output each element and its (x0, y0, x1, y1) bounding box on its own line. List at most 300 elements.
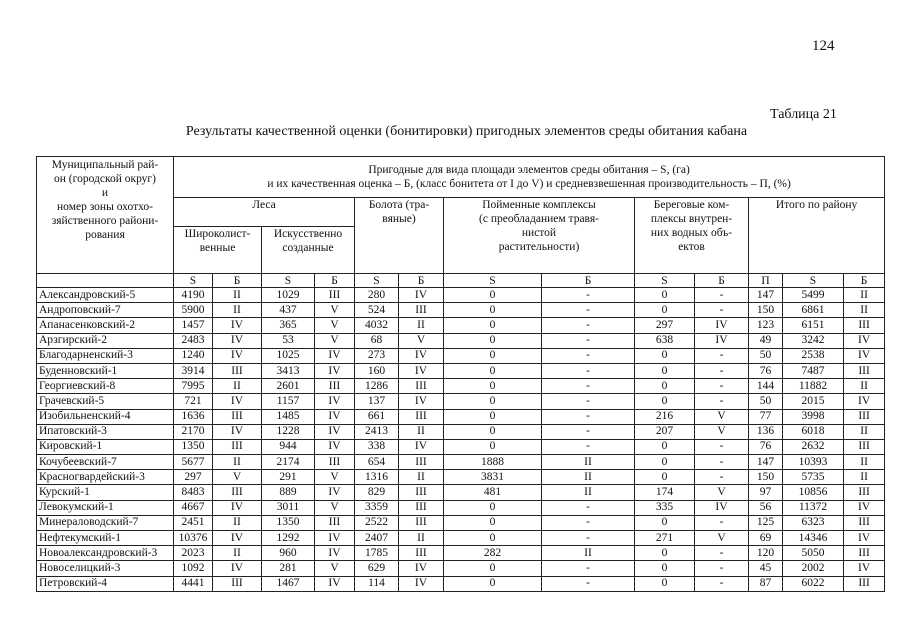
table-cell: 0 (444, 333, 542, 348)
table-cell: - (695, 561, 749, 576)
table-cell: 273 (355, 348, 399, 363)
table-cell: 2451 (174, 515, 213, 530)
table-cell: 5900 (174, 303, 213, 318)
table-row (37, 424, 885, 439)
header-district: Муниципальный рай- он (городской округ) и номер зоны охотхо- зяйственного райони- рования (37, 157, 174, 274)
table-cell: 76 (749, 439, 783, 454)
table-cell: 2407 (355, 531, 399, 546)
table-cell: IV (844, 500, 885, 515)
subheader-cell: S (262, 274, 315, 288)
table-cell: 10376 (174, 531, 213, 546)
table-cell: 144 (749, 379, 783, 394)
table-cell: 68 (355, 333, 399, 348)
table-cell: V (695, 485, 749, 500)
header-artificial: Искусственно созданные (262, 227, 355, 274)
subheader-cell: S (174, 274, 213, 288)
table-cell: 1467 (262, 576, 315, 591)
table-cell: 0 (635, 439, 695, 454)
table-cell: II (542, 470, 635, 485)
header-floodplain: Пойменные комплексы (с преобладанием травя- нистой растительности) (444, 198, 635, 274)
table-row (37, 576, 885, 591)
table-cell: 0 (444, 288, 542, 303)
table-cell: III (399, 409, 444, 424)
table-cell: 11882 (783, 379, 844, 394)
table-cell: III (844, 439, 885, 454)
table-cell: 49 (749, 333, 783, 348)
table-cell: IV (399, 561, 444, 576)
table-cell: II (844, 424, 885, 439)
table-cell: - (542, 439, 635, 454)
table-cell: 1485 (262, 409, 315, 424)
table-cell: III (844, 318, 885, 333)
table-cell: 160 (355, 363, 399, 378)
table-cell: 0 (444, 424, 542, 439)
table-cell: 4441 (174, 576, 213, 591)
table-cell: 76 (749, 363, 783, 378)
table-cell: 2601 (262, 379, 315, 394)
table-cell: 6861 (783, 303, 844, 318)
table-cell: - (542, 515, 635, 530)
table-cell: III (844, 409, 885, 424)
table-cell: - (542, 348, 635, 363)
table-cell: - (695, 394, 749, 409)
table-row (37, 531, 885, 546)
table-cell: IV (315, 531, 355, 546)
table-row (37, 303, 885, 318)
table-cell: 3242 (783, 333, 844, 348)
subheader-cell: S (355, 274, 399, 288)
table-cell: III (315, 379, 355, 394)
table-cell: 69 (749, 531, 783, 546)
table-cell: 661 (355, 409, 399, 424)
table-cell: - (542, 576, 635, 591)
table-cell: III (315, 455, 355, 470)
table-cell: III (844, 363, 885, 378)
district-name-cell: Красногвардейский-3 (37, 470, 174, 485)
table-row (37, 363, 885, 378)
table-cell: 1316 (355, 470, 399, 485)
district-name-cell: Георгиевский-8 (37, 379, 174, 394)
table-cell: - (542, 394, 635, 409)
table-cell: 2483 (174, 333, 213, 348)
table-cell: 297 (174, 470, 213, 485)
table-cell: II (844, 455, 885, 470)
table-cell: IV (213, 500, 262, 515)
table-cell: III (213, 439, 262, 454)
table-cell: 721 (174, 394, 213, 409)
bonitet-table (36, 156, 885, 592)
table-cell: II (399, 531, 444, 546)
table-cell: 216 (635, 409, 695, 424)
table-cell: 1350 (262, 515, 315, 530)
table-cell: 147 (749, 455, 783, 470)
table-row (37, 515, 885, 530)
table-cell: V (695, 531, 749, 546)
table-cell: - (695, 576, 749, 591)
table-cell: IV (315, 394, 355, 409)
table-cell: 136 (749, 424, 783, 439)
table-row (37, 546, 885, 561)
table-cell: - (695, 379, 749, 394)
table-cell: IV (844, 394, 885, 409)
subheader-cell: S (635, 274, 695, 288)
table-cell: 0 (635, 288, 695, 303)
table-cell: 4667 (174, 500, 213, 515)
table-cell: - (542, 531, 635, 546)
table-cell: IV (213, 424, 262, 439)
table-cell: 829 (355, 485, 399, 500)
table-cell: 0 (444, 348, 542, 363)
table-cell: IV (213, 531, 262, 546)
table-cell: V (399, 333, 444, 348)
table-cell: 2170 (174, 424, 213, 439)
table-cell: II (213, 288, 262, 303)
table-cell: III (399, 546, 444, 561)
table-cell: 0 (444, 439, 542, 454)
page-number: 124 (812, 38, 835, 54)
table-cell: IV (315, 348, 355, 363)
table-cell: 50 (749, 394, 783, 409)
table-cell: V (695, 424, 749, 439)
table-cell: 14346 (783, 531, 844, 546)
table-cell: III (213, 485, 262, 500)
table-cell: IV (315, 409, 355, 424)
table-cell: 5677 (174, 455, 213, 470)
table-cell: 0 (444, 409, 542, 424)
subheader-cell: S (783, 274, 844, 288)
header-forests: Леса (174, 198, 355, 227)
table-cell: 3998 (783, 409, 844, 424)
table-cell: 6151 (783, 318, 844, 333)
table-cell: 1785 (355, 546, 399, 561)
table-cell: 53 (262, 333, 315, 348)
table-cell: 0 (444, 500, 542, 515)
table-cell: II (213, 379, 262, 394)
table-cell: V (315, 470, 355, 485)
table-row (37, 333, 885, 348)
table-cell: 114 (355, 576, 399, 591)
table-cell: 365 (262, 318, 315, 333)
table-cell: - (695, 439, 749, 454)
district-name-cell: Петровский-4 (37, 576, 174, 591)
table-row (37, 288, 885, 303)
table-cell: 120 (749, 546, 783, 561)
table-cell: II (542, 546, 635, 561)
table-cell: 2538 (783, 348, 844, 363)
table-cell: - (695, 303, 749, 318)
table-cell: IV (844, 531, 885, 546)
table-cell: 207 (635, 424, 695, 439)
table-cell: 3359 (355, 500, 399, 515)
table-cell: IV (315, 485, 355, 500)
table-cell: 2632 (783, 439, 844, 454)
table-cell: 1457 (174, 318, 213, 333)
table-cell: II (213, 515, 262, 530)
table-cell: II (844, 303, 885, 318)
table-cell: III (844, 576, 885, 591)
table-cell: - (542, 379, 635, 394)
subheader-row (37, 274, 885, 288)
table-cell: 1636 (174, 409, 213, 424)
table-cell: 3011 (262, 500, 315, 515)
header-suitable-areas: Пригодные для вида площади элементов среды обитания – S, (га) и их качественная оценка – Б, (класс бонитета от I до V) и средневзвешенная производительность – П, (%) (174, 157, 885, 198)
table-cell: 1350 (174, 439, 213, 454)
table-cell: 944 (262, 439, 315, 454)
table-cell: 0 (635, 363, 695, 378)
table-cell: IV (695, 333, 749, 348)
table-cell: III (844, 515, 885, 530)
table-cell: 297 (635, 318, 695, 333)
table-cell: IV (695, 318, 749, 333)
table-cell: III (399, 515, 444, 530)
header-total: Итого по району (749, 198, 885, 274)
header-swamps: Болота (тра- вяные) (355, 198, 444, 274)
table-cell: 6323 (783, 515, 844, 530)
subheader-cell: S (444, 274, 542, 288)
district-name-cell: Апанасенковский-2 (37, 318, 174, 333)
table-cell: III (399, 303, 444, 318)
table-cell: 87 (749, 576, 783, 591)
table-cell: - (695, 470, 749, 485)
table-row (37, 318, 885, 333)
table-cell: IV (213, 333, 262, 348)
table-row (37, 561, 885, 576)
table-body (37, 288, 885, 592)
table-cell: 10856 (783, 485, 844, 500)
table-cell: 2023 (174, 546, 213, 561)
table-cell: 1292 (262, 531, 315, 546)
table-cell: 2413 (355, 424, 399, 439)
table-cell: II (399, 470, 444, 485)
table-cell: 125 (749, 515, 783, 530)
district-name-cell: Кочубеевский-7 (37, 455, 174, 470)
table-cell: II (844, 379, 885, 394)
table-cell: 137 (355, 394, 399, 409)
table-cell: 481 (444, 485, 542, 500)
table-cell: 4190 (174, 288, 213, 303)
table-cell: IV (844, 561, 885, 576)
table-cell: - (695, 515, 749, 530)
table-cell: II (213, 455, 262, 470)
table-cell: - (542, 500, 635, 515)
table-cell: IV (213, 561, 262, 576)
table-cell: 3914 (174, 363, 213, 378)
table-cell: 638 (635, 333, 695, 348)
district-name-cell: Благодарненский-3 (37, 348, 174, 363)
table-cell: II (844, 470, 885, 485)
table-cell: IV (399, 394, 444, 409)
table-cell: 5735 (783, 470, 844, 485)
table-cell: 960 (262, 546, 315, 561)
table-cell: III (399, 455, 444, 470)
district-name-cell: Левокумский-1 (37, 500, 174, 515)
table-cell: IV (213, 348, 262, 363)
table-cell: IV (213, 394, 262, 409)
table-cell: 281 (262, 561, 315, 576)
table-cell: - (695, 288, 749, 303)
table-row (37, 500, 885, 515)
table-cell: V (315, 318, 355, 333)
table-cell: IV (315, 363, 355, 378)
table-cell: 1092 (174, 561, 213, 576)
table-row (37, 470, 885, 485)
table-row (37, 394, 885, 409)
subheader-cell: П (749, 274, 783, 288)
table-cell: 1888 (444, 455, 542, 470)
table-cell: II (542, 485, 635, 500)
table-cell: 7995 (174, 379, 213, 394)
table-cell: 7487 (783, 363, 844, 378)
table-cell: 0 (444, 576, 542, 591)
table-cell: V (213, 470, 262, 485)
table-cell: 0 (635, 470, 695, 485)
table-cell: IV (399, 288, 444, 303)
table-row (37, 439, 885, 454)
table-cell: 3831 (444, 470, 542, 485)
table-cell: 1286 (355, 379, 399, 394)
table-cell: 77 (749, 409, 783, 424)
table-cell: 629 (355, 561, 399, 576)
table-cell: 6022 (783, 576, 844, 591)
table-cell: II (399, 318, 444, 333)
table-cell: - (542, 303, 635, 318)
table-cell: - (542, 424, 635, 439)
district-name-cell: Новоалександровский-3 (37, 546, 174, 561)
table-cell: III (399, 485, 444, 500)
table-cell: IV (695, 500, 749, 515)
table-cell: 280 (355, 288, 399, 303)
district-name-cell: Грачевский-5 (37, 394, 174, 409)
table-cell: V (695, 409, 749, 424)
table-cell: 0 (635, 455, 695, 470)
table-cell: 271 (635, 531, 695, 546)
subheader-cell: Б (399, 274, 444, 288)
table-cell: 1240 (174, 348, 213, 363)
subheader-cell: Б (542, 274, 635, 288)
table-cell: IV (399, 348, 444, 363)
table-cell: IV (315, 576, 355, 591)
district-name-cell: Буденновский-1 (37, 363, 174, 378)
table-cell: IV (844, 333, 885, 348)
table-cell: 5050 (783, 546, 844, 561)
table-cell: 0 (635, 394, 695, 409)
table-cell: 45 (749, 561, 783, 576)
table-cell: 1029 (262, 288, 315, 303)
table-cell: - (542, 363, 635, 378)
table-cell: 8483 (174, 485, 213, 500)
table-cell: V (315, 333, 355, 348)
table-label: Таблица 21 (770, 107, 837, 122)
table-cell: 0 (444, 515, 542, 530)
table-cell: III (213, 576, 262, 591)
table-cell: 0 (635, 348, 695, 363)
table-cell: 0 (444, 318, 542, 333)
table-cell: 0 (635, 515, 695, 530)
table-cell: 0 (444, 561, 542, 576)
table-cell: 282 (444, 546, 542, 561)
table-cell: 437 (262, 303, 315, 318)
table-cell: II (844, 288, 885, 303)
table-cell: III (844, 485, 885, 500)
table-cell: IV (315, 439, 355, 454)
table-cell: III (399, 500, 444, 515)
table-cell: 123 (749, 318, 783, 333)
table-row (37, 485, 885, 500)
table-cell: II (213, 303, 262, 318)
table-cell: - (542, 561, 635, 576)
table-cell: 150 (749, 470, 783, 485)
district-name-cell: Андроповский-7 (37, 303, 174, 318)
table-cell: 1228 (262, 424, 315, 439)
district-name-cell: Кировский-1 (37, 439, 174, 454)
table-cell: 97 (749, 485, 783, 500)
table-cell: 0 (635, 576, 695, 591)
subheader-cell: Б (844, 274, 885, 288)
subheader-cell: Б (315, 274, 355, 288)
table-cell: 0 (444, 531, 542, 546)
table-row (37, 455, 885, 470)
table-cell: - (695, 363, 749, 378)
table-cell: 147 (749, 288, 783, 303)
subheader-cell: Б (213, 274, 262, 288)
district-name-cell: Александровский-5 (37, 288, 174, 303)
table-cell: 6018 (783, 424, 844, 439)
district-name-cell: Арзгирский-2 (37, 333, 174, 348)
table-title: Результаты качественной оценки (бонитировки) пригодных элементов среды обитания кабана (185, 124, 748, 139)
district-name-cell: Ипатовский-3 (37, 424, 174, 439)
table-cell: - (542, 288, 635, 303)
table-cell: 2174 (262, 455, 315, 470)
table-cell: - (542, 318, 635, 333)
table-cell: 3413 (262, 363, 315, 378)
district-name-cell: Минераловодский-7 (37, 515, 174, 530)
table-cell: 0 (635, 379, 695, 394)
table-cell: 654 (355, 455, 399, 470)
district-name-cell: Нефтекумский-1 (37, 531, 174, 546)
table-cell: 291 (262, 470, 315, 485)
table-cell: 0 (635, 546, 695, 561)
table-cell: 0 (444, 394, 542, 409)
table-cell: 150 (749, 303, 783, 318)
table-cell: 50 (749, 348, 783, 363)
table-cell: IV (399, 439, 444, 454)
table-cell: V (315, 500, 355, 515)
table-cell: 174 (635, 485, 695, 500)
table-cell: 2015 (783, 394, 844, 409)
table-cell: V (315, 561, 355, 576)
table-cell: 2002 (783, 561, 844, 576)
table-cell: 0 (444, 363, 542, 378)
table-cell: III (844, 546, 885, 561)
table-cell: 889 (262, 485, 315, 500)
table-cell: 0 (444, 379, 542, 394)
table-cell: - (695, 546, 749, 561)
table-cell: V (315, 303, 355, 318)
table-cell: III (315, 288, 355, 303)
table-cell: IV (844, 348, 885, 363)
table-cell: II (213, 546, 262, 561)
district-name-cell: Новоселицкий-3 (37, 561, 174, 576)
table-cell: 1157 (262, 394, 315, 409)
table-cell: 2522 (355, 515, 399, 530)
table-cell: 5499 (783, 288, 844, 303)
table-cell: IV (315, 424, 355, 439)
table-cell: - (695, 455, 749, 470)
table-cell: 10393 (783, 455, 844, 470)
table-cell: IV (399, 576, 444, 591)
table-row (37, 379, 885, 394)
district-name-cell: Курский-1 (37, 485, 174, 500)
